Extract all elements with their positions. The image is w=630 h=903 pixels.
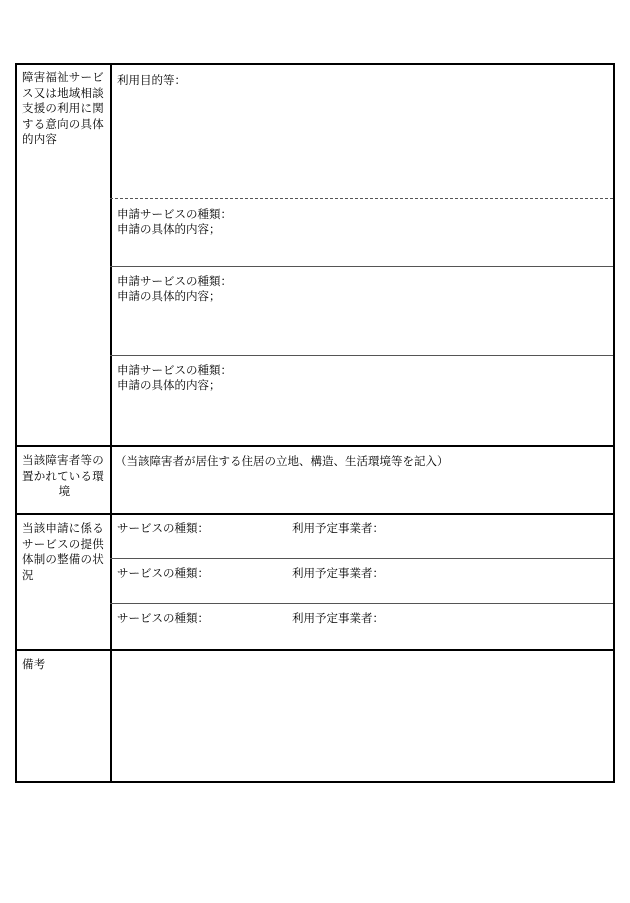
remarks-section-label: 備考 xyxy=(22,657,46,671)
provision-3-provider[interactable]: 利用予定事業者： xyxy=(292,611,384,625)
row-divider xyxy=(110,603,613,604)
request-3-detail[interactable]: 申請の具体的内容； xyxy=(117,378,221,392)
remarks-field[interactable] xyxy=(112,651,613,781)
request-3-service-type[interactable]: 申請サービスの種類： xyxy=(117,363,232,377)
section-divider xyxy=(17,445,613,447)
row-divider xyxy=(110,355,613,356)
provision-1-provider[interactable]: 利用予定事業者： xyxy=(292,521,384,535)
environment-note[interactable]: （当該障害者が居住する住居の立地、構造、生活環境等を記入） xyxy=(115,454,449,468)
dashed-divider xyxy=(110,198,613,199)
provision-2-provider[interactable]: 利用予定事業者： xyxy=(292,566,384,580)
application-form-table xyxy=(15,63,615,783)
request-2-service-type[interactable]: 申請サービスの種類： xyxy=(117,274,232,288)
provision-section-label: 当該申請に係るサービスの提供体制の整備の状況 xyxy=(22,521,104,582)
request-1-service-type[interactable]: 申請サービスの種類： xyxy=(117,207,232,221)
request-2-detail[interactable]: 申請の具体的内容； xyxy=(117,289,221,303)
request-1-detail[interactable]: 申請の具体的内容； xyxy=(117,222,221,236)
provision-2-service-type[interactable]: サービスの種類： xyxy=(117,566,209,580)
intention-section-label: 障害福祉サービス又は地域相談支援の利用に関する意向の具体的内容 xyxy=(22,70,104,146)
section-divider xyxy=(17,513,613,515)
environment-label-line1: 当該障害者等の置かれている環 xyxy=(22,453,104,483)
environment-section-label xyxy=(22,453,107,500)
provision-1-service-type[interactable]: サービスの種類： xyxy=(117,521,209,535)
environment-label-line2: 境 xyxy=(58,484,71,498)
row-divider xyxy=(110,558,613,559)
purpose-field[interactable]: 利用目的等： xyxy=(117,73,186,87)
row-divider xyxy=(110,266,613,267)
provision-3-service-type[interactable]: サービスの種類： xyxy=(117,611,209,625)
